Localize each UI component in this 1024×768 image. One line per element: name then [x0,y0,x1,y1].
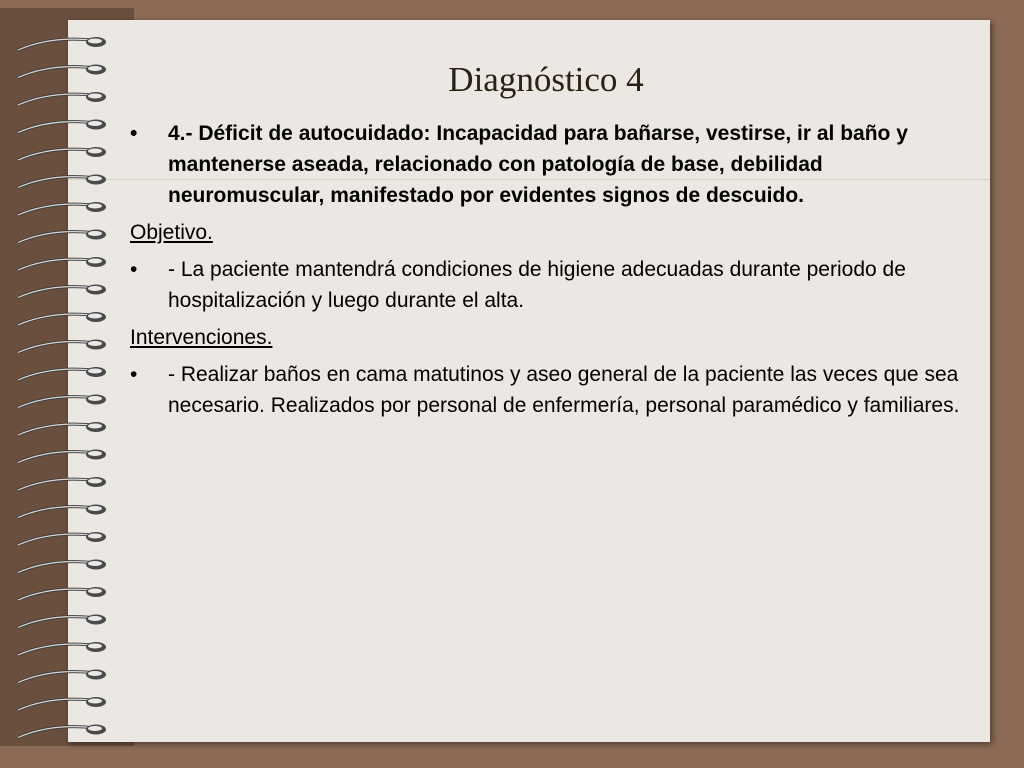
spiral-ring [18,422,106,435]
spiral-ring [18,312,106,325]
diagnosis-item [130,118,970,211]
spiral-ring [18,340,106,353]
spiral-ring [18,147,106,160]
diagnosis-text: 4.- Déficit de autocuidado: Incapacidad para bañarse, vestirse, ir al baño y mantenerse aseada, relacionado con patología de base, debilidad neuromuscular, manifestado por evidentes signos de descuido. [168,122,908,207]
bullet-icon: • [130,258,138,281]
spiral-ring [18,670,106,683]
objective-heading: Objetivo. [130,221,213,244]
bullet-icon: • [130,363,138,386]
spiral-ring [18,37,106,50]
spiral-ring [18,505,106,518]
spiral-ring [18,615,106,628]
spiral-ring [18,285,106,298]
spiral-ring [18,697,106,710]
slide-content [130,118,970,421]
spiral-ring [18,477,106,490]
slide-title: Diagnóstico 4 [448,60,644,99]
interventions-text: - Realizar baños en cama matutinos y aseo general de la paciente las veces que sea necesario. Realizados por personal de enfermería, personal paramédico y familiares. [168,363,960,417]
spiral-ring [18,450,106,463]
spiral-ring [18,587,106,600]
interventions-item [130,359,970,421]
objective-item [130,254,970,316]
interventions-heading: Intervenciones. [130,326,273,349]
spiral-ring [18,230,106,243]
spiral-ring [18,532,106,545]
objective-text: - La paciente mantendrá condiciones de higiene adecuadas durante periodo de hospitalización y luego durante el alta. [168,258,906,312]
spiral-ring [18,367,106,380]
spiral-ring [18,257,106,270]
spiral-ring [18,395,106,408]
spiral-ring [18,560,106,573]
spiral-ring [18,175,106,188]
spiral-ring [18,725,106,738]
bullet-icon: • [130,122,138,145]
spiral-binding [10,28,120,748]
spiral-ring [18,202,106,215]
spiral-ring [18,642,106,655]
spiral-ring [18,120,106,133]
